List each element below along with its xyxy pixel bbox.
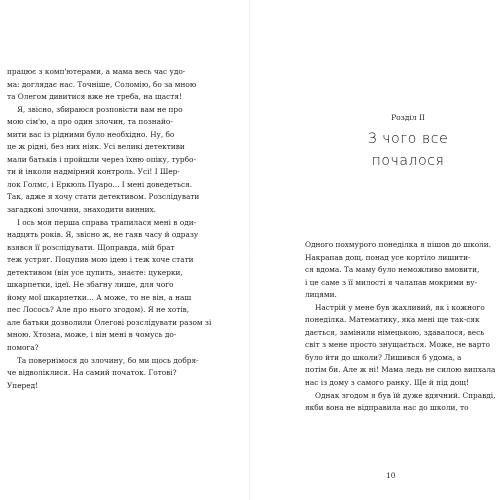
text-line: мали батьків і пройшли через їхню опіку, турбо- [7,154,196,164]
text-line: мною. Хтозна, може, і він мені в чомусь до- [7,330,177,340]
text-line: ма: доглядає нас. Точніше, Соломію, бо за мною [7,79,197,89]
text-line: Я, звісно, збираюся розповісти вам не про [17,104,183,114]
text-line: ти й інколи надмірний контроль. Усі! І Шер- [7,167,180,177]
text-line: лицями. [305,290,337,300]
text-line: Накрапав дощ, понад усе кортіло лишити- [305,252,471,262]
text-line: Настрій у мене був жахливий, як і кожного [315,302,485,312]
text-line: працює з комп'ютерами, а мама весь час удо- [7,67,186,76]
text-line: Одного похмурого понеділка я пішов до школи. [305,240,492,249]
text-line: та Олегом дивитися вже не треба, на щастя! [7,92,182,102]
text-line: Однак згодом я був їй дуже вдячний. Справді, [315,390,496,400]
text-line: потім би. Але ж ні! Мама ледь не силою випхала [305,365,496,375]
text-line: взявся її розслідувати. Щоправда, мій брат [7,242,175,252]
chapter-title-line: почалося [371,153,445,169]
text-line: теж устряг. Поцупив мою ідею і теж хоче стати [7,255,194,265]
text-line: мити вас із рідними було необхідно. Ну, бо [7,129,175,139]
chapter-title [346,128,470,172]
text-line: лок Голмс, і Еркюль Пуаро... І мені доведеться. [7,179,193,189]
text-line: детективом (він усе цупить, знаєте: цукерки, [7,267,183,277]
text-line: Та повернімося до злочину, бо ми щось добря- [17,355,199,365]
text-line: пес Лосось? Але про нього згодом). Я не хотів, [7,305,190,315]
chapter-label: Розділ ІІ [391,113,425,122]
page-number: 10 [386,471,396,480]
chapter-title-line: З чого все [367,131,449,147]
right-page-body [305,239,500,415]
text-line: це ж рідні, без них ніяк. Усі великі детективи [7,142,185,152]
text-line: Так, адже я хочу стати детективом. Розслідувати [7,192,200,202]
text-line: світ з мене просто знущається. Може, не варто [305,340,490,350]
text-line: понеділка. Математику, яка мені ще так-сяк [305,315,480,325]
text-line: і це саме з її милості я чалапав мокрими ву- [305,277,478,287]
text-line: І ось моя перша справа трапилася мені в оди- [17,217,197,227]
text-line: помога? [7,343,39,353]
text-line: було йти до школи? Лишився б удома, а [305,352,462,362]
text-line: надцять років. Я, звісно ж, не гаяв часу й одразу [7,230,199,240]
text-line: нас із дому з самого ранку. Ще й під дощ! [305,378,469,388]
text-line: якби вона не відправила нас до школи, то [305,403,469,413]
text-line: ся вдома. Та маму було неможливо вмовити, [305,265,480,275]
text-line: че відволіклися. На самий початок. Готові? [7,368,177,378]
text-line: мою сім'ю, а про один злочин, та познайо- [7,117,173,127]
text-line: йому мої шкарпетки... А може, то не він, а наш [7,292,192,302]
text-line: Уперед! [7,380,39,390]
right-page [250,0,500,500]
text-line: шкарпетки, ідеї. Не збагну лише, для чого [7,280,174,290]
left-page-body [7,66,217,392]
text-line: але батьки дозволили Олегові розслідувати разом зі [7,317,212,327]
text-line: загадкові злочини, знаходити винних. [7,205,156,215]
text-line: дається, замінили німецькою, здавалося, весь [305,327,485,337]
